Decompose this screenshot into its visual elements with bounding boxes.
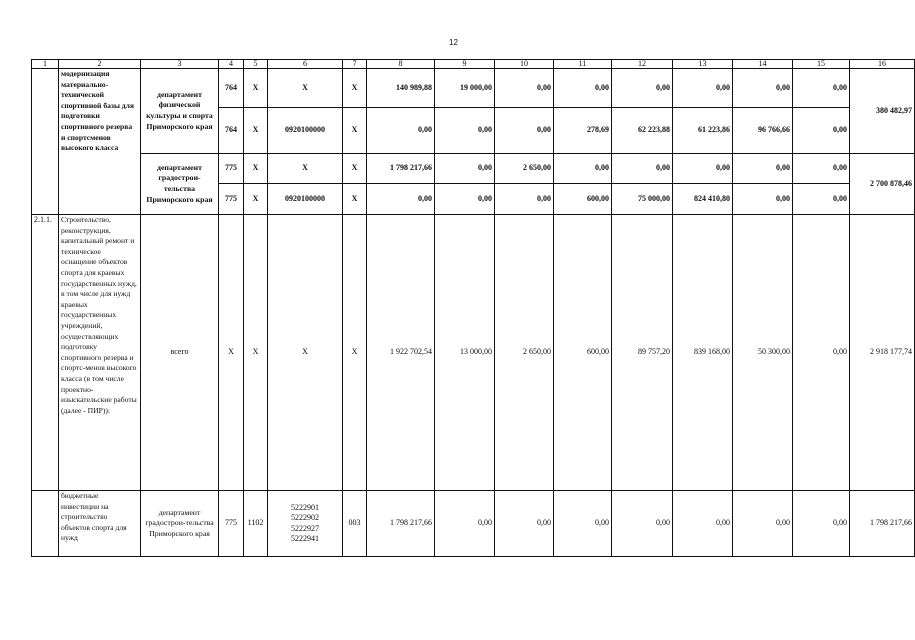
table-cell: 0,00 [612,69,673,108]
table-cell: X [343,69,367,108]
total-cell: 2 918 177,74 [850,215,915,491]
table-row [32,154,915,184]
table-cell: 0,00 [793,108,850,154]
total-cell: 380 482,97 [850,69,915,154]
row-number-cell [32,491,59,557]
table-cell: 2 650,00 [495,215,554,491]
table-cell: X [268,154,343,184]
table-cell: 0,00 [554,154,612,184]
header-cell: 10 [495,60,554,69]
code-item: 5222941 [291,533,319,543]
table-cell: 600,00 [554,184,612,215]
table-cell: 0,00 [554,69,612,108]
table-cell: 003 [343,491,367,557]
table-cell: 89 757,20 [612,215,673,491]
department-name: всего [141,215,219,491]
code-item: 5222902 [291,513,319,523]
table-cell: 0,00 [793,69,850,108]
table-cell: X [219,215,244,491]
table-cell: X [268,69,343,108]
table-cell: X [343,154,367,184]
table-cell: 75 000,00 [612,184,673,215]
table-cell: 775 [219,491,244,557]
table-cell: 0,00 [793,184,850,215]
table-cell: 0,00 [673,154,733,184]
table-row [32,491,915,557]
table-cell: X [244,154,268,184]
table-cell: 19 000,00 [435,69,495,108]
table-cell: 0,00 [367,108,435,154]
table-cell: X [343,108,367,154]
table-cell: 0,00 [793,154,850,184]
table-cell: 0,00 [367,184,435,215]
department-name: департамент физической культуры и спорта Приморского края [141,69,219,154]
table-row [32,69,915,108]
table-cell: 775 [219,184,244,215]
table-cell: 0,00 [435,108,495,154]
header-cell: 12 [612,60,673,69]
header-cell: 1 [32,60,59,69]
table-cell: 824 410,80 [673,184,733,215]
table-cell: 96 766,66 [733,108,793,154]
table-cell: 600,00 [554,215,612,491]
header-cell: 9 [435,60,495,69]
table-cell: 0,00 [793,491,850,557]
budget-table [31,59,915,557]
measure-name: Строительство, реконструкция, капитальный ремонт и техническое оснащение объектов спорта для краевых государственных нужд, в том числе для нужд краевых государственных учреждений, осуществляющих подготовку спортивного резерва и спортс-менов высокого класса (в том числе проектно-изыскательские работы (далее - ПИР)): [59,215,141,491]
table-cell: 1 798 217,66 [367,154,435,184]
table-cell: 0,00 [495,69,554,108]
table-cell: 62 223,88 [612,108,673,154]
table-cell: 0,00 [495,108,554,154]
table-cell: X [244,69,268,108]
table-cell: 0,00 [673,69,733,108]
total-cell: 2 700 878,46 [850,154,915,215]
table-cell: X [244,108,268,154]
header-cell: 16 [850,60,915,69]
table-cell: 0,00 [733,69,793,108]
department-name: департамент градострои-тельства Приморского края [141,491,219,557]
table-cell: 0,00 [673,491,733,557]
table-cell: 0,00 [495,491,554,557]
table-cell: 0,00 [612,154,673,184]
table-cell: X [268,215,343,491]
table-cell: 0,00 [435,154,495,184]
table-cell: 0920100000 [268,108,343,154]
table-cell: 0920100000 [268,184,343,215]
code-item: 5222927 [291,523,319,533]
header-cell: 14 [733,60,793,69]
table-cell: 839 168,00 [673,215,733,491]
table-cell: 764 [219,108,244,154]
column-number-row [32,60,915,69]
table-cell: 0,00 [612,491,673,557]
table-cell: 0,00 [733,491,793,557]
table-cell: 764 [219,69,244,108]
measure-name: бюджетные инвестиции на строительство объектов спорта для нужд [59,491,141,557]
table-cell: X [244,215,268,491]
table-cell: 0,00 [554,491,612,557]
code-list-cell [268,491,343,557]
row-number-cell: 2.1.1. [32,215,59,491]
table-cell: X [343,184,367,215]
table-cell: 0,00 [495,184,554,215]
header-cell: 11 [554,60,612,69]
table-cell: 0,00 [435,491,495,557]
department-name: департамент градострои-тельства Приморского края [141,154,219,215]
code-item: 5222901 [291,502,319,512]
header-cell: 13 [673,60,733,69]
header-cell: 2 [59,60,141,69]
table-cell: 0,00 [435,184,495,215]
table-cell: 0,00 [733,184,793,215]
table-cell: 278,69 [554,108,612,154]
table-cell: 61 223,86 [673,108,733,154]
table-cell: 1 922 702,54 [367,215,435,491]
table-cell: X [343,215,367,491]
table-cell: X [244,184,268,215]
header-cell: 7 [343,60,367,69]
table-cell: 50 300,00 [733,215,793,491]
page-number: 12 [449,38,458,47]
header-cell: 15 [793,60,850,69]
header-cell: 8 [367,60,435,69]
table-cell: 1 798 217,66 [367,491,435,557]
measure-name: модернизация материально-технической спортивной базы для подготовки спортивного резерва и спортсменов высокого класса [59,69,141,215]
table-cell: 0,00 [733,154,793,184]
table-cell: 13 000,00 [435,215,495,491]
table-row [32,215,915,491]
table-cell: 140 989,88 [367,69,435,108]
total-cell: 1 798 217,66 [850,491,915,557]
table-cell: 1102 [244,491,268,557]
header-cell: 3 [141,60,219,69]
row-number-cell [32,69,59,215]
header-cell: 6 [268,60,343,69]
header-cell: 4 [219,60,244,69]
table-cell: 775 [219,154,244,184]
table-cell: 2 650,00 [495,154,554,184]
header-cell: 5 [244,60,268,69]
table-cell: 0,00 [793,215,850,491]
